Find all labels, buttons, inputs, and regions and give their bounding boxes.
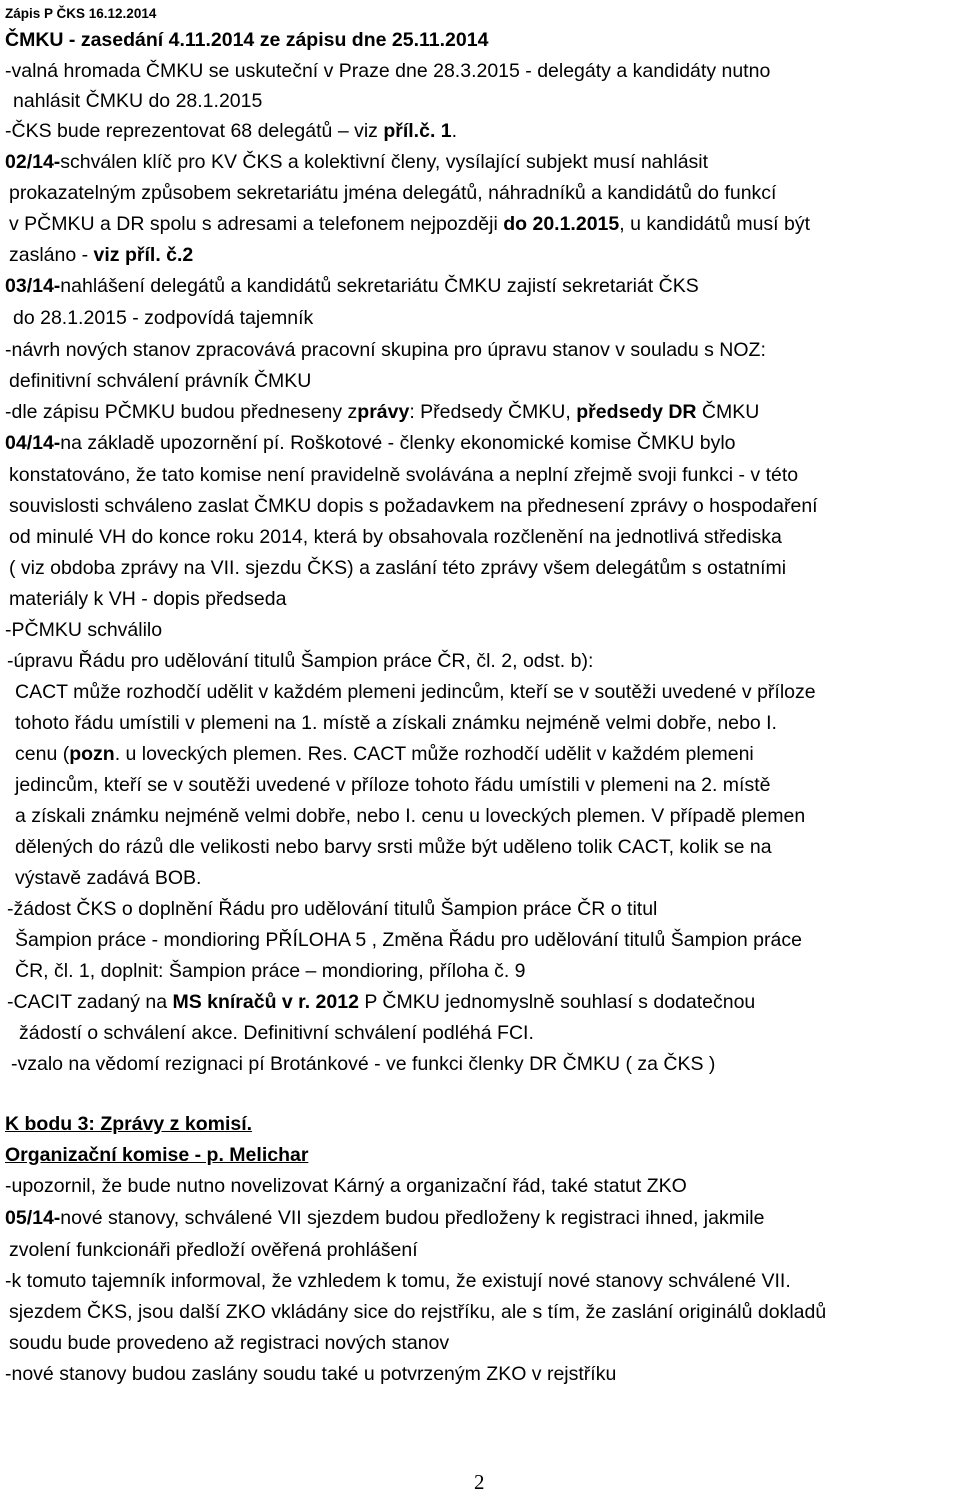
text-line: soudu bude provedeno až registraci nových stanov [9, 1332, 450, 1354]
text-line: CACT může rozhodčí udělit v každém plemeni jedincům, kteří se v soutěži uvedené v příloze [15, 681, 816, 703]
section-heading: K bodu 3: Zprávy z komisí. [5, 1113, 253, 1135]
text-line: -k tomuto tajemník informoval, že vzhledem k tomu, že existují nové stanovy schválené VII. [5, 1270, 791, 1292]
text-line: -dle zápisu PČMKU budou předneseny zprávy: Předsedy ČMKU, předsedy DR ČMKU [5, 401, 760, 423]
text-line: sjezdem ČKS, jsou další ZKO vkládány sice do rejstříku, ale s tím, že zaslání originálů dokladů [9, 1301, 827, 1323]
text-line: od minulé VH do konce roku 2014, která by obsahovala rozčlenění na jednotlivá střediska [9, 526, 782, 548]
page-number: 2 [474, 1470, 485, 1494]
attachment-reference: viz příl. č.2 [93, 244, 194, 266]
text-line: ČR, čl. 1, doplnit: Šampion práce – mondioring, příloha č. 9 [15, 960, 526, 982]
text-line: materiály k VH - dopis předseda [9, 588, 287, 610]
text-line: ( viz obdoba zprávy na VII. sjezdu ČKS) a zaslání této zprávy všem delegátům s ostatními [9, 557, 787, 579]
resolution-05-14: 05/14-nové stanovy, schválené VII sjezdem budou předloženy k registraci ihned, jakmile [5, 1207, 765, 1229]
resolution-02-14: 02/14-schválen klíč pro KV ČKS a kolektivní členy, vysílající subjekt musí nahlásit [5, 151, 709, 173]
text-line: zasláno - viz příl. č.2 [9, 244, 194, 266]
resolution-number: 04/14- [5, 432, 61, 454]
resolution-number: 02/14- [5, 151, 61, 173]
text-line: dělených do rázů dle velikosti nebo barvy srsti může být uděleno tolik CACT, kolik se na [15, 836, 772, 858]
text-line: zvolení funkcionáři předloží ověřená prohlášení [9, 1239, 418, 1261]
text-line: -PČMKU schválilo [5, 619, 163, 641]
deadline: do 20.1.2015 [503, 213, 620, 235]
attachment-reference: příl.č. 1 [383, 120, 452, 142]
text-line: konstatováno, že tato komise není pravidelně svolávána a neplní zřejmě svoji funkci - v této [9, 464, 799, 486]
document-header: Zápis P ČKS 16.12.2014 [5, 6, 157, 21]
subsection-heading: Organizační komise - p. Melichar [5, 1144, 309, 1166]
text-line: definitivní schválení právník ČMKU [9, 370, 312, 392]
resolution-number: 03/14- [5, 275, 61, 297]
text-line: tohoto řádu umístili v plemeni na 1. místě a získali známku nejméně velmi dobře, nebo I. [15, 712, 777, 734]
text-line: žádostí o schválení akce. Definitivní schválení podléhá FCI. [19, 1022, 534, 1044]
text-line: výstavě zadává BOB. [15, 867, 202, 889]
text-line: cenu (pozn. u loveckých plemen. Res. CACT může rozhodčí udělit v každém plemeni [15, 743, 754, 765]
text-line: jedincům, kteří se v soutěži uvedené v příloze tohoto řádu umístili v plemeni na 2. místě [15, 774, 771, 796]
text-line: souvislosti schváleno zaslat ČMKU dopis s požadavkem na přednesení zprávy o hospodaření [9, 495, 818, 517]
text-line: -návrh nových stanov zpracovává pracovní skupina pro úpravu stanov v souladu s NOZ: [5, 339, 766, 361]
text-line: -valná hromada ČMKU se uskuteční v Praze dne 28.3.2015 - delegáty a kandidáty nutno [5, 60, 771, 82]
text-line: -úpravu Řádu pro udělování titulů Šampion práce ČR, čl. 2, odst. b): [7, 650, 594, 672]
text-line: -ČKS bude reprezentovat 68 delegátů – viz příl.č. 1. [5, 120, 458, 142]
text-line: -upozornil, že bude nutno novelizovat Kárný a organizační řád, také statut ZKO [5, 1175, 687, 1197]
text-line: do 28.1.2015 - zodpovídá tajemník [13, 307, 314, 329]
resolution-03-14: 03/14-nahlášení delegátů a kandidátů sekretariátu ČMKU zajistí sekretariát ČKS [5, 275, 699, 297]
document-title: ČMKU - zasedání 4.11.2014 ze zápisu dne 25.11.2014 [5, 29, 489, 51]
text-line: -vzalo na vědomí rezignaci pí Brotánkové - ve funkci členky DR ČMKU ( za ČKS ) [11, 1053, 716, 1075]
text-line: nahlásit ČMKU do 28.1.2015 [13, 90, 263, 112]
resolution-number: 05/14- [5, 1207, 61, 1229]
text-line: Šampion práce - mondioring PŘÍLOHA 5 , Změna Řádu pro udělování titulů Šampion práce [15, 929, 802, 951]
text-line: v PČMKU a DR spolu s adresami a telefonem nejpozději do 20.1.2015, u kandidátů musí být [9, 213, 811, 235]
text-line: prokazatelným způsobem sekretariátu jména delegátů, náhradníků a kandidátů do funkcí [9, 182, 777, 204]
text-line: a získali známku nejméně velmi dobře, nebo I. cenu u loveckých plemen. V případě plemen [15, 805, 806, 827]
text-line: -žádost ČKS o doplnění Řádu pro udělování titulů Šampion práce ČR o titul [7, 898, 658, 920]
text-line: -nové stanovy budou zaslány soudu také u potvrzeným ZKO v rejstříku [5, 1363, 617, 1385]
resolution-04-14: 04/14-na základě upozornění pí. Roškotové - členky ekonomické komise ČMKU bylo [5, 432, 736, 454]
text-line: -CACIT zadaný na MS kníračů v r. 2012 P ČMKU jednomyslně souhlasí s dodatečnou [7, 991, 756, 1013]
